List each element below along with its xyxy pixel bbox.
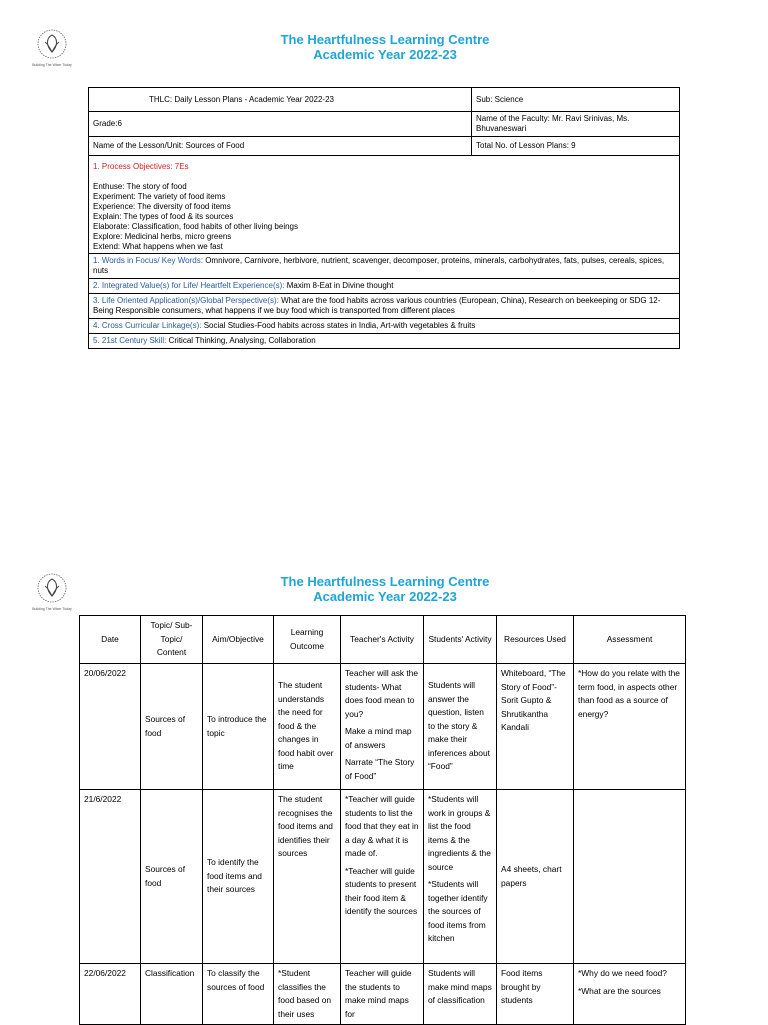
row-assessment xyxy=(574,964,686,1025)
row-teacher: Teacher will guide the students to make mind maps for xyxy=(341,964,424,1025)
thlc-cell: THLC: Daily Lesson Plans - Academic Year 2022-23 xyxy=(89,88,472,112)
faculty-cell: Name of the Faculty: Mr. Ravi Srinivas, Ms. Bhuvaneswari xyxy=(472,112,680,137)
life-application-label: 3. Life Oriented Application(s)/Global Perspective(s): xyxy=(93,296,279,305)
cross-curricular-text: Social Studies-Food habits across states in India, Art-with vegetables & fruits xyxy=(201,321,476,330)
school-logo-page-2 xyxy=(30,570,74,614)
key-words-text: Omnivore, Carnivore, herbivore, nutrient, scavenger, decomposer, proteins, minerals, carbohydrates, fats, pulses, cereals, spices, nuts xyxy=(93,256,665,275)
total-plans-cell: Total No. of Lesson Plans: 9 xyxy=(472,137,680,156)
col-topic: Topic/ Sub-Topic/ Content xyxy=(141,616,203,664)
row-aim: To classify the sources of food xyxy=(203,964,274,1025)
row-topic: Sources of food xyxy=(141,790,203,964)
table-header-row xyxy=(80,616,686,664)
teacher-step: *Teacher will guide students to list the food that they eat in a day & what it is made of. xyxy=(345,794,419,858)
values-text: Maxim 8-Eat in Divine thought xyxy=(284,281,394,290)
row-topic: Classification xyxy=(141,964,203,1025)
row-teacher xyxy=(341,790,424,964)
student-step: *Students will together identify the sources of food items from kitchen xyxy=(428,879,488,943)
col-assessment: Assessment xyxy=(574,616,686,664)
col-date: Date xyxy=(80,616,141,664)
row-aim: To identify the food items and their sources xyxy=(203,790,274,964)
row-students xyxy=(424,790,497,964)
lesson-name-cell: Name of the Lesson/Unit: Sources of Food xyxy=(89,137,472,156)
title-line-2: Academic Year 2022-23 xyxy=(313,47,457,62)
row-date: 22/06/2022 xyxy=(80,964,141,1025)
col-resources: Resources Used xyxy=(497,616,574,664)
title-line-1: The Heartfulness Learning Centre xyxy=(280,32,490,47)
subject-cell: Sub: Science xyxy=(472,88,680,112)
values-cell xyxy=(89,279,680,294)
lesson-info-table xyxy=(88,87,680,349)
student-step: *Students will work in groups & list the food items & the ingredients & the source xyxy=(428,794,491,872)
row-outcome: The student understands the need for food & the changes in food habit over time xyxy=(274,664,341,790)
grade-cell: Grade:6 xyxy=(89,112,472,137)
cross-curricular-label: 4. Cross Curricular Linkage(s): xyxy=(93,321,202,330)
skill-cell xyxy=(89,334,680,349)
row-date: 20/06/2022 xyxy=(80,664,141,790)
row-resources: Food items brought by students xyxy=(497,964,574,1025)
objective-item: Experience: The diversity of food items xyxy=(93,202,231,211)
row-topic: Sources of food xyxy=(141,664,203,790)
col-teacher: Teacher's Activity xyxy=(341,616,424,664)
col-aim: Aim/Objective xyxy=(203,616,274,664)
row-resources: A4 sheets, chart papers xyxy=(497,790,574,964)
table-row xyxy=(80,964,686,1025)
key-words-label: 1. Words in Focus/ Key Words: xyxy=(93,256,203,265)
row-assessment: *How do you relate with the term food, in aspects other than food as a source of energy? xyxy=(574,664,686,790)
life-application-cell xyxy=(89,294,680,319)
title-line-2: Academic Year 2022-23 xyxy=(313,589,457,604)
objective-item: Extend: What happens when we fast xyxy=(93,242,223,251)
page-title-2 xyxy=(200,574,570,604)
table-row xyxy=(80,790,686,964)
row-resources: Whiteboard, “The Story of Food”-Sorit Gupto & Shrutikantha Kandali xyxy=(497,664,574,790)
row-outcome: The student recognises the food items and identifies their sources xyxy=(274,790,341,964)
teacher-step: *Teacher will guide students to present their food item & identify the sources xyxy=(345,865,418,916)
col-students: Students' Activity xyxy=(424,616,497,664)
row-aim: To introduce the topic xyxy=(203,664,274,790)
row-teacher xyxy=(341,664,424,790)
school-logo xyxy=(30,26,74,70)
key-words-cell xyxy=(89,254,680,279)
assessment-item: *What are the sources xyxy=(578,985,661,996)
assessment-item: *Why do we need food? xyxy=(578,968,667,978)
col-outcome: Learning Outcome xyxy=(274,616,341,664)
cross-curricular-cell xyxy=(89,319,680,334)
skill-label: 5. 21st Century Skill: xyxy=(93,336,167,345)
objective-item: Elaborate: Classification, food habits of other living beings xyxy=(93,222,299,231)
objective-item: Explore: Medicinal herbs, micro greens xyxy=(93,232,232,241)
objective-item: Experiment: The variety of food items xyxy=(93,192,226,201)
values-label: 2. Integrated Value(s) for Life/ Heartfelt Experience(s): xyxy=(93,281,285,290)
row-students: Students will answer the question, listen to the story & make their inferences about “Food” xyxy=(424,664,497,790)
table-row xyxy=(80,664,686,790)
row-outcome: *Student classifies the food based on their uses xyxy=(274,964,341,1025)
objectives-label: 1. Process Objectives: 7Es xyxy=(93,162,189,171)
teacher-step: Make a mind map of answers xyxy=(345,726,412,750)
logo-caption: Building The Wiser Today xyxy=(32,63,72,67)
title-line-1: The Heartfulness Learning Centre xyxy=(280,574,490,589)
page-title xyxy=(200,32,570,62)
objective-item: Explain: The types of food & its sources xyxy=(93,212,234,221)
row-date: 21/6/2022 xyxy=(80,790,141,964)
teacher-step: Narrate “The Story of Food” xyxy=(345,757,415,781)
teacher-step: Teacher will ask the students- What does food mean to you? xyxy=(345,668,419,719)
life-application-text: What are the food habits across various countries (European, China), Research on beekeeping or SDG 12-Being Responsible consumers, what happens if we buy food which is transported from different places xyxy=(93,296,661,315)
objective-item: Enthuse: The story of food xyxy=(93,182,187,191)
objectives-cell xyxy=(89,156,680,254)
logo-caption: Building The Wiser Today xyxy=(32,607,72,611)
skill-text: Critical Thinking, Analysing, Collaboration xyxy=(166,336,316,345)
daily-lesson-table xyxy=(79,615,686,1025)
row-students: Students will make mind maps of classification xyxy=(424,964,497,1025)
row-assessment xyxy=(574,790,686,964)
